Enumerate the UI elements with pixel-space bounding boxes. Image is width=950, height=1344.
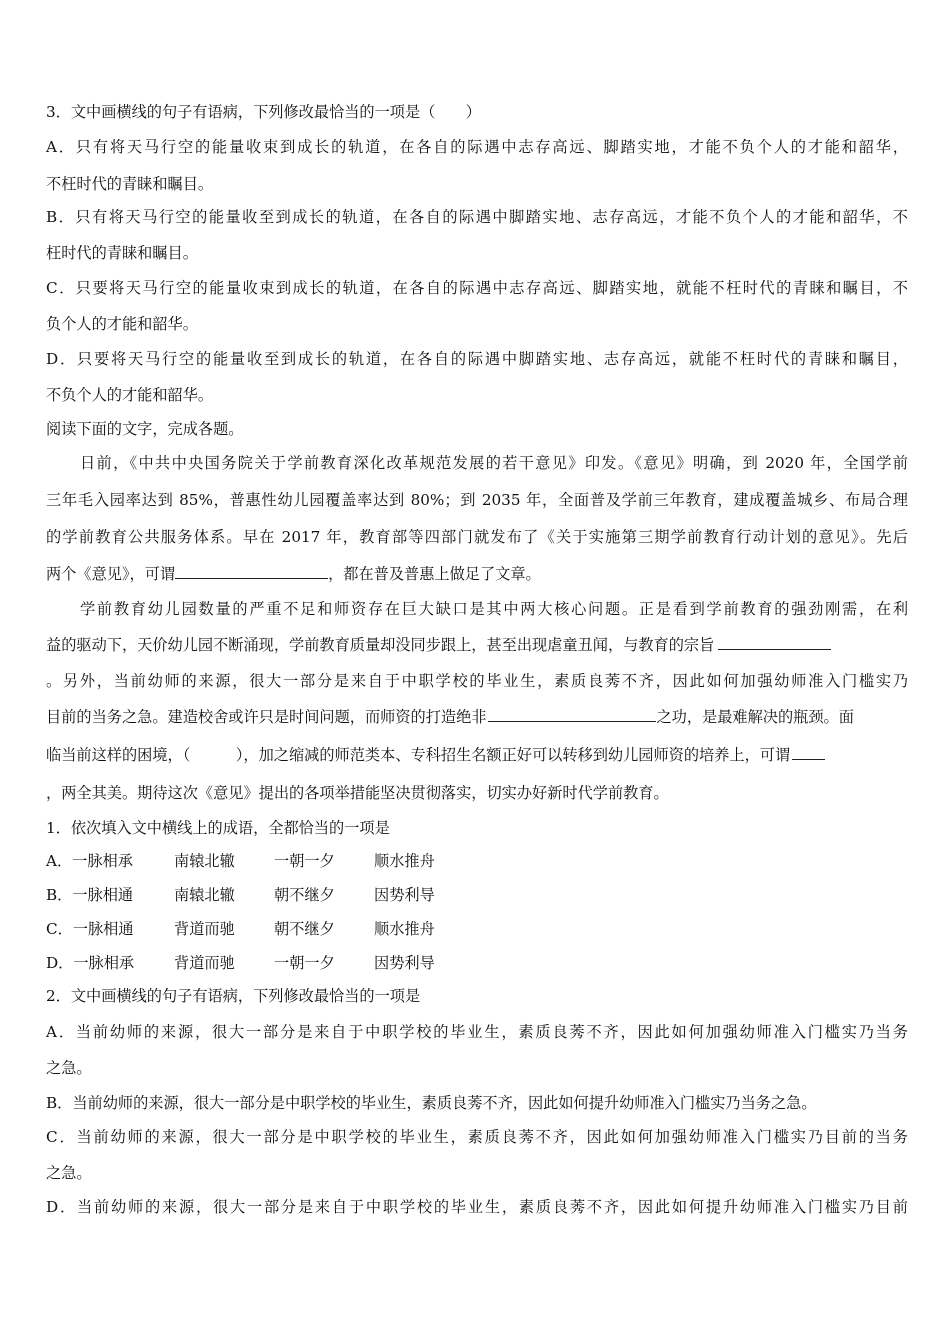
passage-p2-line1: 学前教育幼儿园数量的严重不足和师资存在巨大缺口是其中两大核心问题。正是看到学前教育的强劲刚需，在利 (80, 600, 908, 618)
passage-text: 目前的当务之急。建造校舍或许只是时间问题，而师资的打造绝非 (46, 708, 487, 726)
question-1-option-d (46, 953, 908, 973)
fill-blank-2 (718, 635, 831, 650)
option-item: D．一脉相承 (46, 954, 135, 972)
question-3-option-d: D．只要将天马行空的能量收至到成长的轨道，在各自的际遇中脚踏实地、志存高远，就能不枉时代的青睐和瞩目， (46, 350, 908, 368)
fill-blank-3 (488, 707, 656, 722)
question-2-stem: 2．文中画横线的句子有语病，下列修改最恰当的一项是 (46, 987, 421, 1005)
option-item: 一朝一夕 (274, 954, 335, 972)
passage-p2-line6: ，两全其美。期待这次《意见》提出的各项举措能坚决贯彻落实，切实办好新时代学前教育。 (46, 784, 669, 802)
question-2-option-b: B．当前幼师的来源，很大一部分是中职学校的毕业生，素质良莠不齐，因此如何提升幼师准入门槛实乃当务之急。 (46, 1094, 817, 1112)
passage-text: ，都在普及普惠上做足了文章。 (328, 565, 541, 583)
option-item: 一朝一夕 (274, 852, 335, 870)
passage-text: 临当前这样的困境，（ ），加之缩减的师范类本、专科招生名额正好可以转移到幼儿园师资的培养上，可谓 (46, 746, 791, 764)
option-item: 顺水推舟 (374, 852, 435, 870)
question-3-option-a-cont: 不枉时代的青睐和瞩目。 (46, 175, 214, 193)
option-item: C．一脉相通 (46, 920, 134, 938)
question-3-option-a: A．只有将天马行空的能量收束到成长的轨道，在各自的际遇中志存高远、脚踏实地，才能不负个人的才能和韶华， (46, 138, 908, 156)
option-item: B．一脉相通 (46, 886, 134, 904)
option-item: 南辕北辙 (174, 886, 235, 904)
passage-p1-line4 (46, 564, 908, 584)
reading-intro: 阅读下面的文字，完成各题。 (46, 420, 244, 438)
passage-text: 益的驱动下，天价幼儿园不断涌现，学前教育质量却没同步跟上，甚至出现虐童丑闻，与教育的宗旨 (46, 636, 715, 654)
fill-blank-1 (175, 564, 328, 579)
passage-p2-line4 (46, 707, 908, 727)
option-item: 背道而驰 (174, 954, 235, 972)
passage-text: 两个《意见》，可谓 (46, 565, 176, 583)
question-3-stem: 3．文中画横线的句子有语病，下列修改最恰当的一项是（ ） (46, 103, 481, 121)
option-item: 因势利导 (374, 954, 435, 972)
option-item: 南辕北辙 (174, 852, 235, 870)
passage-p1-line2: 三年毛入园率达到 85%，普惠性幼儿园覆盖率达到 80%；到 2035 年，全面普及学前三年教育，建成覆盖城乡、布局合理 (46, 491, 908, 509)
question-2-option-d: D．当前幼师的来源，很大一部分是来自于中职学校的毕业生，素质良莠不齐，因此如何提升幼师准入门槛实乃目前 (46, 1198, 908, 1216)
question-2-option-c: C．当前幼师的来源，很大一部分是中职学校的毕业生，素质良莠不齐，因此如何加强幼师准入门槛实乃目前的当务 (46, 1128, 908, 1146)
question-3-option-b-cont: 枉时代的青睐和瞩目。 (46, 244, 198, 262)
fill-blank-4 (792, 745, 825, 760)
passage-p2-line2 (46, 635, 908, 655)
question-3-option-b: B．只有将天马行空的能量收至到成长的轨道，在各自的际遇中脚踏实地、志存高远，才能不负个人的才能和韶华，不 (46, 208, 908, 226)
option-item: 背道而驰 (174, 920, 235, 938)
passage-p2-line3: 。另外，当前幼师的来源，很大一部分是来自于中职学校的毕业生，素质良莠不齐，因此如何加强幼师准入门槛实乃 (46, 672, 908, 690)
option-item: 朝不继夕 (274, 886, 335, 904)
passage-p2-line5 (46, 745, 908, 765)
question-2-option-a-cont: 之急。 (46, 1059, 92, 1077)
passage-p1-line1: 日前，《中共中央国务院关于学前教育深化改革规范发展的若干意见》印发。《意见》明确，到 2020 年，全国学前 (80, 454, 908, 472)
option-item: 朝不继夕 (274, 920, 335, 938)
passage-text: 之功，是最难解决的瓶颈。面 (656, 708, 854, 726)
option-item: 顺水推舟 (374, 920, 435, 938)
question-1-stem: 1．依次填入文中横线上的成语，全都恰当的一项是 (46, 819, 390, 837)
question-2-option-a: A．当前幼师的来源，很大一部分是来自于中职学校的毕业生，素质良莠不齐，因此如何加强幼师准入门槛实乃当务 (46, 1023, 908, 1041)
question-3-option-d-cont: 不负个人的才能和韶华。 (46, 386, 214, 404)
option-item: A．一脉相承 (46, 852, 133, 870)
question-1-option-c (46, 919, 908, 939)
question-3-option-c: C．只要将天马行空的能量收束到成长的轨道，在各自的际遇中志存高远、脚踏实地，就能不枉时代的青睐和瞩目，不 (46, 279, 908, 297)
question-3-option-c-cont: 负个人的才能和韶华。 (46, 315, 198, 333)
option-item: 因势利导 (374, 886, 435, 904)
question-1-option-b (46, 885, 908, 905)
passage-p1-line3: 的学前教育公共服务体系。早在 2017 年，教育部等四部门就发布了《关于实施第三期学前教育行动计划的意见》。先后 (46, 528, 908, 546)
question-2-option-c-cont: 之急。 (46, 1164, 92, 1182)
question-1-option-a (46, 851, 908, 871)
